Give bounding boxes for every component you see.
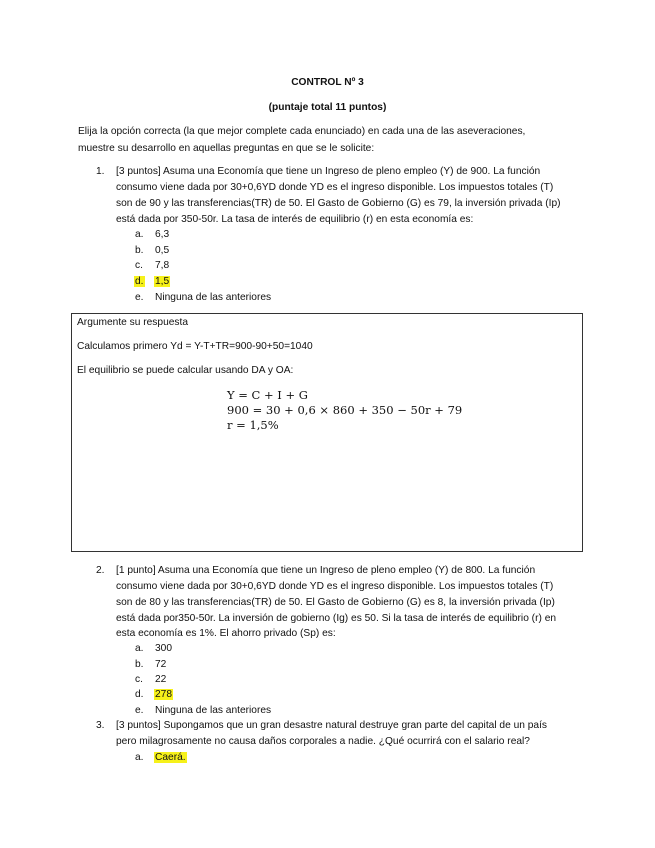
q2-option-a-letter: a. [135,643,144,654]
q2-option-d-selected: 278 [155,689,172,700]
q2-option-b-letter: b. [135,659,144,670]
q1-option-b-letter: b. [135,245,144,256]
q2-option-c-letter: c. [135,674,143,685]
q1-line-4: está dada por 350-50r. La tasa de interés de equilibrio (r) en esta economía es: [116,214,474,225]
q2-line-2: consumo viene dada por 30+0,6YD donde YD es el ingreso disponible. Los impuestos totales (T) [116,581,554,592]
equation-1: Y = C + I + G [227,388,308,402]
q3-option-a-letter: a. [135,752,144,763]
q2-number: 2. [96,565,105,576]
q3-line-2: pero milagrosamente no causa daños corporales a nadie. ¿Qué ocurrirá con el salario real? [116,736,530,747]
q2-line-3: son de 80 y las transferencias(TR) de 50. El Gasto de Gobierno (G) es 8, la inversión privada (Ip) [116,597,555,608]
q1-line-1: [3 puntos] Asuma una Economía que tiene un Ingreso de pleno empleo (Y) de 900. La función [116,166,541,177]
q3-number: 3. [96,720,105,731]
page-subtitle: (puntaje total 11 puntos) [268,102,387,113]
equation-2: 900 = 30 + 0,6 × 860 + 350 − 50r + 79 [227,403,463,417]
q1-line-2: consumo viene dada por 30+0,6YD donde YD es el ingreso disponible. Los impuestos totales (T) [116,182,554,193]
q2-line-5: esta economía es 1%. El ahorro privado (Sp) es: [116,628,336,639]
q1-option-d-selected: 1,5 [155,276,170,287]
page-title: CONTROL Nº 3 [291,77,364,88]
q1-line-3: son de 90 y las transferencias(TR) de 50. El Gasto de Gobierno (G) es 79, la inversión privada (Ip) [116,198,561,209]
q1-option-d-letter: d. [135,276,144,287]
q1-number: 1. [96,166,105,177]
q3-line-1: [3 puntos] Supongamos que un gran desastre natural destruye gran parte del capital de un país [116,720,547,731]
intro-line-2: muestre su desarrollo en aquellas preguntas en que se le solicite: [78,143,375,154]
answer-heading: Argumente su respuesta [77,317,188,328]
q2-option-e: Ninguna de las anteriores [155,705,272,716]
q1-option-c: 7,8 [155,260,170,271]
q2-line-1: [1 punto] Asuma una Economía que tiene un Ingreso de pleno empleo (Y) de 800. La función [116,565,536,576]
q1-option-a: 6,3 [155,229,170,240]
equation-3: r = 1,5% [227,418,279,432]
answer-line-2: El equilibrio se puede calcular usando DA y OA: [77,365,294,376]
q2-option-b: 72 [155,659,167,670]
q1-option-b: 0,5 [155,245,170,256]
q2-option-c: 22 [155,674,167,685]
q1-option-c-letter: c. [135,260,143,271]
q2-option-d-letter: d. [135,689,144,700]
intro-line-1: Elija la opción correcta (la que mejor complete cada enunciado) en cada una de las aseveraciones, [78,126,526,137]
q1-option-e: Ninguna de las anteriores [155,292,272,303]
answer-line-1: Calculamos primero Yd = Y-T+TR=900-90+50=1040 [77,341,313,352]
q1-option-a-letter: a. [135,229,144,240]
q2-option-e-letter: e. [135,705,144,716]
answer-box [71,313,583,552]
q2-line-4: está dada por350-50r. La inversión de gobierno (Ig) es 50. Si la tasa de interés de equilibrio (r) en [116,613,557,624]
q3-option-a-selected: Caerá. [155,752,186,763]
q2-option-a: 300 [155,643,172,654]
q1-option-e-letter: e. [135,292,144,303]
